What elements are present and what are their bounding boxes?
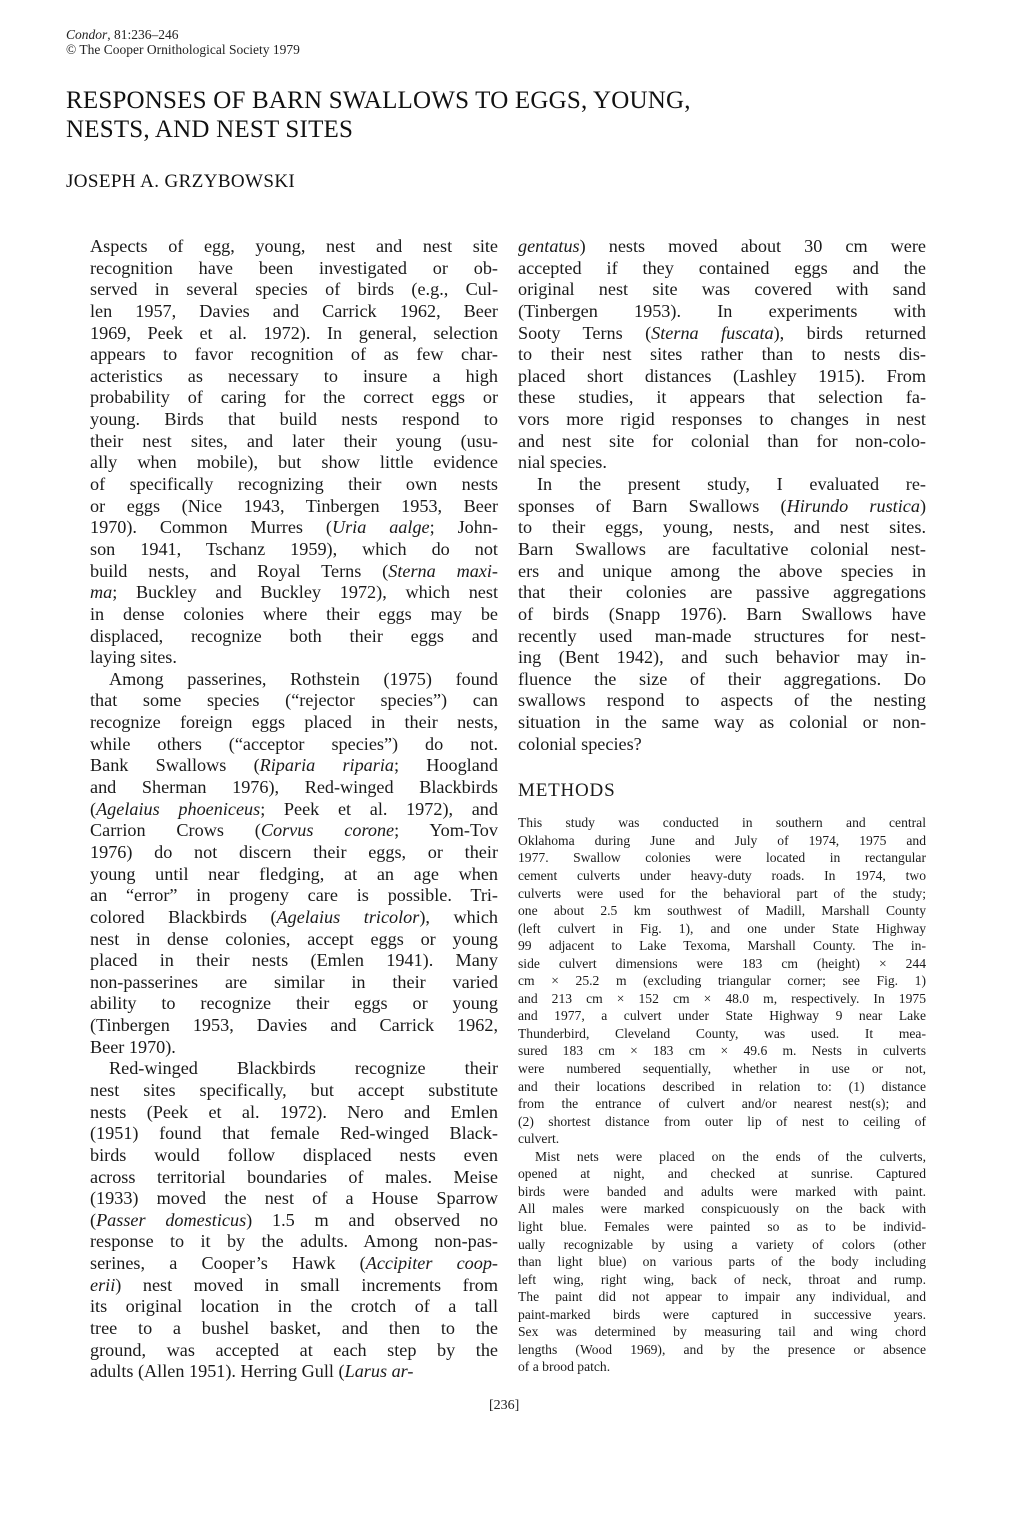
text-line: placed short distances (Lashley 1915). From bbox=[518, 365, 926, 386]
text-line: Sooty Terns (Sterna fuscata), birds returned bbox=[518, 322, 926, 343]
text-line: displaced, recognize both their eggs and bbox=[90, 625, 498, 646]
text-line: from the entrance of culvert and/or nearest nest(s); and bbox=[518, 1096, 926, 1112]
left-column bbox=[90, 236, 498, 1383]
text-line: colonial species? bbox=[518, 733, 642, 754]
text-line: of specifically recognizing their own nests bbox=[90, 474, 498, 495]
text-line: that their colonies are passive aggregations bbox=[518, 582, 926, 603]
text-line: while others (“acceptor species”) do not. bbox=[90, 733, 498, 754]
text-line: and their locations described in relation to: (1) distance bbox=[518, 1078, 926, 1094]
text-line: ing (Bent 1942), and such behavior may in- bbox=[518, 647, 926, 668]
text-line: original nest site was covered with sand bbox=[518, 279, 926, 300]
text-line: birds would follow displaced nests even bbox=[90, 1144, 498, 1165]
text-line: culvert. bbox=[518, 1131, 560, 1147]
journal-name: Condor bbox=[66, 27, 108, 42]
text-line: (Agelaius phoeniceus; Peek et al. 1972), and bbox=[90, 798, 498, 819]
methods-heading: METHODS bbox=[518, 780, 616, 802]
text-line: an “error” in progeny care is possible. Tri- bbox=[90, 885, 498, 906]
text-line: Carrion Crows (Corvus corone; Yom-Tov bbox=[90, 820, 498, 841]
text-line: Red-winged Blackbirds recognize their bbox=[109, 1058, 498, 1079]
journal-citation-line bbox=[66, 27, 300, 42]
text-line: sured 183 cm × 183 cm × 49.6 m. Nests in culverts bbox=[518, 1043, 926, 1059]
right-column bbox=[518, 236, 926, 1376]
text-line: response to it by the adults. Among non-pas- bbox=[90, 1231, 498, 1252]
text-line: to their nest sites rather than to nests dis- bbox=[518, 344, 926, 365]
text-line: 1969, Peek et al. 1972). In general, selection bbox=[90, 322, 498, 343]
text-line: ability to recognize their eggs or young bbox=[90, 993, 498, 1014]
text-line: recognition have been investigated or ob- bbox=[90, 257, 498, 278]
text-line: laying sites. bbox=[90, 647, 177, 668]
text-line: 1976) do not discern their eggs, or their bbox=[90, 841, 498, 862]
text-line: lengths (Wood 1969), and by the presence or absence bbox=[518, 1341, 926, 1357]
text-line: Oklahoma during June and July of 1974, 1975 and bbox=[518, 832, 926, 848]
text-line: left wing, right wing, back of neck, throat and rump. bbox=[518, 1271, 926, 1287]
text-line: its original location in the crotch of a tall bbox=[90, 1296, 498, 1317]
text-line: nial species. bbox=[518, 452, 607, 473]
text-line: were numbered sequentially, whether in use or not, bbox=[518, 1061, 926, 1077]
text-line: nest sites specifically, but accept substitute bbox=[90, 1079, 498, 1100]
text-line: (left culvert in Fig. 1), and one under State Highway bbox=[518, 920, 926, 936]
article-author: JOSEPH A. GRZYBOWSKI bbox=[66, 171, 296, 192]
text-line: young. Birds that build nests respond to bbox=[90, 409, 498, 430]
text-line: paint-marked birds were captured in successive years. bbox=[518, 1306, 926, 1322]
text-line: appears to favor recognition of as few char- bbox=[90, 344, 498, 365]
text-line: adults (Allen 1951). Herring Gull (Larus ar- bbox=[90, 1361, 414, 1382]
text-line: (Passer domesticus) 1.5 m and observed no bbox=[90, 1209, 498, 1230]
text-line: nest in dense colonies, accept eggs or young bbox=[90, 928, 498, 949]
text-line: and 213 cm × 152 cm × 48.0 m, respectively. In 1975 bbox=[518, 990, 926, 1006]
text-line: and Sherman 1976), Red-winged Blackbirds bbox=[90, 777, 498, 798]
text-line: This study was conducted in southern and central bbox=[518, 815, 926, 831]
text-line: vors more rigid responses to changes in nest bbox=[518, 409, 926, 430]
text-line: light blue. Females were painted so as to be individ- bbox=[518, 1218, 926, 1234]
text-line: Sex was determined by measuring tail and wing chord bbox=[518, 1324, 926, 1340]
text-line: gentatus) nests moved about 30 cm were bbox=[518, 236, 926, 256]
text-line: All males were marked conspicuously on the back with bbox=[518, 1201, 926, 1217]
text-line: tree to a bushel basket, and then to the bbox=[90, 1318, 498, 1339]
text-line: nests (Peek et al. 1972). Nero and Emlen bbox=[90, 1101, 498, 1122]
text-line: ers and unique among the above species in bbox=[518, 560, 926, 581]
page-number: [236] bbox=[489, 1398, 520, 1413]
text-line: side culvert dimensions were 183 cm (height) × 244 bbox=[518, 955, 926, 971]
text-line: to their eggs, young, nests, and nest sites. bbox=[518, 517, 926, 538]
text-line: and 1977, a culvert under State Highway 9 near Lake bbox=[518, 1008, 926, 1024]
text-line: 1977. Swallow colonies were located in rectangular bbox=[518, 850, 926, 866]
text-line: birds were banded and adults were marked with paint. bbox=[518, 1183, 926, 1199]
text-line: colored Blackbirds (Agelaius tricolor), which bbox=[90, 906, 498, 927]
article-title-line-1: RESPONSES OF BARN SWALLOWS TO EGGS, YOUNG, bbox=[66, 87, 691, 114]
text-line: sponses of Barn Swallows (Hirundo rustica) bbox=[518, 495, 926, 516]
text-line: than light blue) on various parts of the body including bbox=[518, 1254, 926, 1270]
text-line: (2) shortest distance from outer lip of nest to ceiling of bbox=[518, 1113, 926, 1129]
text-line: and nest site for colonial than for non-colo- bbox=[518, 430, 926, 451]
text-line: In the present study, I evaluated re- bbox=[537, 474, 926, 495]
text-line: Mist nets were placed on the ends of the culverts, bbox=[535, 1148, 926, 1164]
text-line: Among passerines, Rothstein (1975) found bbox=[109, 668, 498, 689]
text-line: (1951) found that female Red-winged Black- bbox=[90, 1123, 498, 1144]
text-line: culverts were used for the behavioral part of the study; bbox=[518, 885, 926, 901]
text-line: recognize foreign eggs placed in their nests, bbox=[90, 712, 498, 733]
text-line: swallows respond to aspects of the nesting bbox=[518, 690, 926, 711]
introduction-continued bbox=[518, 236, 926, 755]
text-line: Aspects of egg, young, nest and nest site bbox=[90, 236, 498, 256]
text-line: that some species (“rejector species”) can bbox=[90, 690, 498, 711]
article-title bbox=[66, 86, 826, 144]
text-line: or eggs (Nice 1943, Tinbergen 1953, Beer bbox=[90, 495, 498, 516]
text-line: their nest sites, and later their young (usu- bbox=[90, 430, 498, 451]
text-line: of birds (Snapp 1976). Barn Swallows have bbox=[518, 603, 926, 624]
text-line: cement culverts under heavy-duty roads. In 1974, two bbox=[518, 868, 926, 884]
text-line: across territorial boundaries of males. Meise bbox=[90, 1166, 498, 1187]
text-line: in dense colonies where their eggs may be bbox=[90, 603, 498, 624]
copyright-line: © The Cooper Ornithological Society 1979 bbox=[66, 42, 300, 57]
text-line: Thunderbird, Cleveland County, was used. It mea- bbox=[518, 1025, 926, 1041]
text-line: (Tinbergen 1953). In experiments with bbox=[518, 300, 926, 321]
text-line: situation in the same way as colonial or non- bbox=[518, 712, 926, 733]
text-line: opened at night, and checked at sunrise. Captured bbox=[518, 1166, 926, 1182]
text-line: (Tinbergen 1953, Davies and Carrick 1962, bbox=[90, 1015, 498, 1036]
text-line: ally when mobile), but show little evidence bbox=[90, 452, 498, 473]
journal-header bbox=[66, 27, 300, 57]
text-line: served in several species of birds (e.g., Cul- bbox=[90, 279, 498, 300]
text-line: non-passerines are similar in their varied bbox=[90, 971, 498, 992]
text-line: acteristics as necessary to insure a high bbox=[90, 365, 498, 386]
text-line: ma; Buckley and Buckley 1972), which nest bbox=[90, 582, 498, 603]
methods-section bbox=[518, 814, 926, 1376]
text-line: (1933) moved the nest of a House Sparrow bbox=[90, 1188, 498, 1209]
text-line: fluence the size of their aggregations. Do bbox=[518, 668, 926, 689]
text-line: 99 adjacent to Lake Texoma, Marshall County. The in- bbox=[518, 938, 926, 954]
text-line: son 1941, Tschanz 1959), which do not bbox=[90, 538, 498, 559]
text-line: these studies, it appears that selection fa- bbox=[518, 387, 926, 408]
text-line: young until near fledging, at an age when bbox=[90, 863, 498, 884]
text-line: Beer 1970). bbox=[90, 1036, 176, 1057]
text-line: one about 2.5 km southwest of Madill, Marshall County bbox=[518, 903, 926, 919]
text-line: 1970). Common Murres (Uria aalge; John- bbox=[90, 517, 498, 538]
text-line: The paint did not appear to impair any individual, and bbox=[518, 1289, 926, 1305]
text-line: erii) nest moved in small increments from bbox=[90, 1274, 498, 1295]
text-line: recently used man-made structures for nest- bbox=[518, 625, 926, 646]
article-title-line-2: NESTS, AND NEST SITES bbox=[66, 116, 354, 143]
text-line: of a brood patch. bbox=[518, 1359, 611, 1375]
text-line: len 1957, Davies and Carrick 1962, Beer bbox=[90, 300, 498, 321]
text-line: accepted if they contained eggs and the bbox=[518, 257, 926, 278]
text-line: Barn Swallows are facultative colonial nest- bbox=[518, 538, 926, 559]
text-line: ually recognizable by using a variety of colors (other bbox=[518, 1236, 926, 1252]
text-line: Bank Swallows (Riparia riparia; Hoogland bbox=[90, 755, 498, 776]
text-line: ground, was accepted at each step by the bbox=[90, 1339, 498, 1360]
journal-volume-pages: , 81:236–246 bbox=[107, 27, 179, 42]
text-line: placed in their nests (Emlen 1941). Many bbox=[90, 950, 498, 971]
text-line: probability of caring for the correct eggs or bbox=[90, 387, 498, 408]
text-line: serines, a Cooper’s Hawk (Accipiter coop- bbox=[90, 1253, 498, 1274]
text-line: build nests, and Royal Terns (Sterna maxi- bbox=[90, 560, 498, 581]
text-line: cm × 25.2 m (excluding triangular corner; see Fig. 1) bbox=[518, 973, 926, 989]
